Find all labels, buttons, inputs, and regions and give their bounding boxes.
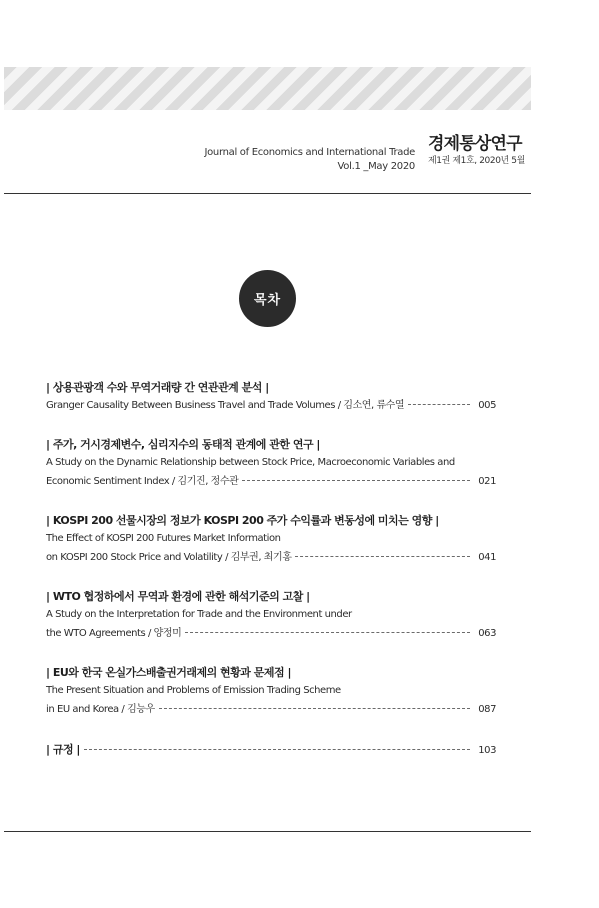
dot-leader <box>242 480 470 481</box>
toc-entry-page: 021 <box>478 476 496 487</box>
journal-volume: Vol.1 _May 2020 <box>337 161 415 172</box>
toc-entry-subtitle: the WTO Agreements / 양정미 <box>46 628 182 639</box>
toc-entry[interactable] <box>46 380 496 415</box>
toc-entry-subtitle: The Effect of KOSPI 200 Futures Market Information <box>46 533 281 544</box>
toc-entry-page: 103 <box>478 745 496 756</box>
toc-entry-line <box>46 624 496 643</box>
journal-english-info <box>155 146 415 174</box>
toc-entry-title: | KOSPI 200 선물시장의 정보가 KOSPI 200 주가 수익률과 변동성에 미치는 영향 | <box>46 514 439 527</box>
dot-leader <box>185 632 470 633</box>
toc-entry-title: | WTO 협정하에서 무역과 환경에 관한 해석기준의 고찰 | <box>46 590 310 603</box>
toc-entry-line <box>46 396 496 415</box>
toc-entry-title: | 주가, 거시경제변수, 심리지수의 동태적 관계에 관한 연구 | <box>46 438 320 451</box>
toc-entry[interactable] <box>46 589 496 643</box>
dot-leader <box>84 749 470 750</box>
decorative-stripe-band <box>4 67 531 110</box>
toc-entry-line <box>46 740 496 760</box>
toc-entry-subtitle: in EU and Korea / 김능우 <box>46 704 155 715</box>
toc-entry-subtitle: A Study on the Interpretation for Trade and the Environment under <box>46 609 352 620</box>
toc-entry-line <box>46 472 496 491</box>
toc-entry-subtitle: Granger Causality Between Business Travel and Trade Volumes / 김소연, 류수열 <box>46 400 405 411</box>
toc-badge: 목차 <box>239 270 296 327</box>
toc-entry-title: | 규정 | <box>46 743 80 756</box>
toc-entry-rules[interactable] <box>46 740 496 760</box>
toc-entry-title: | EU와 한국 온실가스배출권거래제의 현황과 문제점 | <box>46 666 291 679</box>
toc-entry-page: 063 <box>478 628 496 639</box>
toc-entry-page: 087 <box>478 704 496 715</box>
toc-entry[interactable] <box>46 513 496 567</box>
journal-korean-title: 경제통상연구 <box>428 134 522 154</box>
footer-divider <box>4 831 531 832</box>
toc-entry-subtitle: A Study on the Dynamic Relationship between Stock Price, Macroeconomic Variables and <box>46 457 455 468</box>
toc-entry-line <box>46 548 496 567</box>
toc-entry-page: 005 <box>478 400 496 411</box>
toc-entry[interactable] <box>46 437 496 491</box>
toc-entry[interactable] <box>46 665 496 719</box>
journal-issue: 제1권 제1호, 2020년 5월 <box>428 156 525 166</box>
dot-leader <box>295 556 470 557</box>
dot-leader <box>408 404 470 405</box>
toc-entry-subtitle: The Present Situation and Problems of Emission Trading Scheme <box>46 685 341 696</box>
toc-entry-line <box>46 700 496 719</box>
journal-korean-info <box>428 133 538 168</box>
dot-leader <box>159 708 470 709</box>
header-divider <box>4 193 531 194</box>
journal-english-title: Journal of Economics and International Trade <box>204 147 415 158</box>
toc-entry-page: 041 <box>478 552 496 563</box>
toc-entry-subtitle: on KOSPI 200 Stock Price and Volatility / 김부권, 최기홍 <box>46 552 292 563</box>
toc-entry-title: | 상용관광객 수와 무역거래량 간 연관관계 분석 | <box>46 381 269 394</box>
toc-entry-subtitle: Economic Sentiment Index / 김기진, 정수관 <box>46 476 239 487</box>
